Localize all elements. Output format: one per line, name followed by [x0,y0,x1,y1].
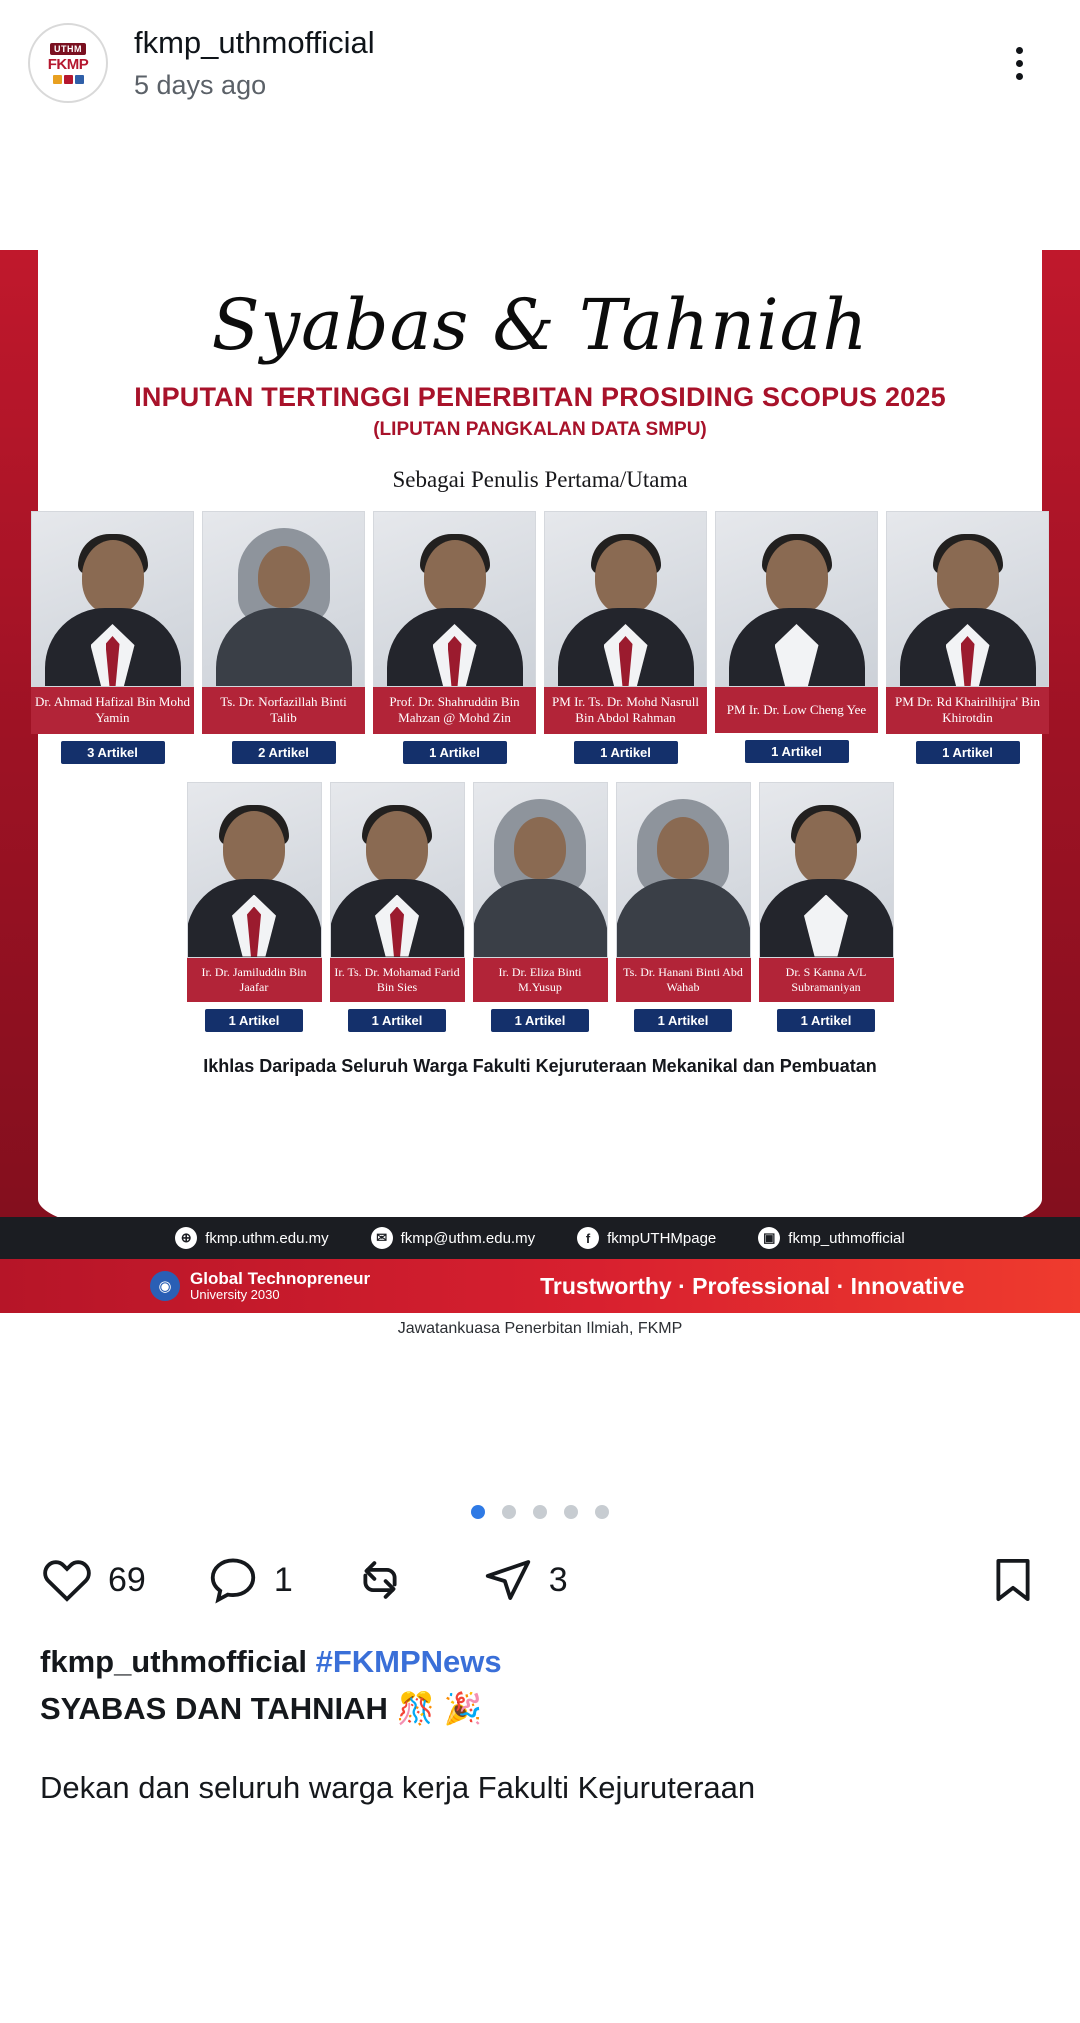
account-username[interactable]: fkmp_uthmofficial [134,25,375,61]
awardee-count: 1 Artikel [205,1009,303,1032]
awardee-name: Dr. S Kanna A/L Subramaniyan [759,958,894,1002]
awardee-name: Prof. Dr. Shahruddin Bin Mahzan @ Mohd Zin [373,687,536,734]
avatar-top-text: UTHM [50,43,86,55]
share-action[interactable] [481,1553,568,1607]
awardee-card [31,511,194,764]
header-text [134,25,992,101]
contact-website [175,1227,328,1249]
awardee-name: PM Ir. Ts. Dr. Mohd Nasrull Bin Abdol Rahman [544,687,707,734]
awardee-photo [330,782,465,958]
caption-line-1 [40,1641,1040,1684]
contact-text: fkmp@uthm.edu.my [400,1229,536,1247]
carousel-dot-4[interactable] [564,1505,578,1519]
awardee-name: Ir. Ts. Dr. Mohamad Farid Bin Sies [330,958,465,1002]
awardee-card [330,782,465,1032]
awardee-photo [886,511,1049,687]
globe-brand-icon: ◉ [150,1271,180,1301]
instagram-icon: ▣ [758,1227,780,1249]
contact-email [371,1227,535,1249]
repost-icon[interactable] [353,1553,407,1607]
awardee-name: PM Ir. Dr. Low Cheng Yee [715,687,878,733]
heart-icon[interactable] [40,1553,94,1607]
awardee-photo [616,782,751,958]
more-options-icon[interactable] [992,36,1046,90]
comment-count: 1 [273,1560,293,1599]
awardee-card [759,782,894,1032]
caption-body: Dekan dan seluruh warga kerja Fakulti Kejuruteraan [40,1769,756,1805]
globe-icon: ⊕ [175,1227,197,1249]
carousel-dot-3[interactable] [533,1505,547,1519]
awardee-photo [473,782,608,958]
awardee-card [373,511,536,764]
avatar-colors [53,75,84,84]
mail-icon: ✉ [371,1227,393,1249]
contact-text: fkmpUTHMpage [607,1229,717,1247]
awardee-row-1 [35,511,1042,764]
contact-text: fkmp.uthm.edu.my [205,1229,329,1247]
awardee-photo [759,782,894,958]
like-action[interactable] [40,1553,146,1607]
brand-logo [150,1270,370,1301]
poster-content [35,268,1042,1077]
contact-instagram [758,1227,904,1249]
awardee-card [886,511,1049,764]
awardee-count: 1 Artikel [491,1009,589,1032]
caption-line-2: SYABAS DAN TAHNIAH 🎊 🎉 [40,1690,483,1726]
avatar[interactable] [28,23,108,103]
share-count: 3 [548,1560,568,1599]
poster-contact-bar [0,1217,1080,1259]
awardee-card [202,511,365,764]
contact-facebook [577,1227,716,1249]
poster-closing-text: Ikhlas Daripada Seluruh Warga Fakulti Kejuruteraan Mekanikal dan Pembuatan [203,1055,877,1076]
carousel-dots [0,1505,1080,1519]
poster-image [0,250,1080,1345]
awardee-card [616,782,751,1032]
awardee-name: Ts. Dr. Norfazillah Binti Talib [202,687,365,734]
awardee-count: 1 Artikel [634,1009,732,1032]
awardee-count: 1 Artikel [745,740,849,763]
share-icon[interactable] [481,1553,535,1607]
bookmark-icon[interactable] [986,1553,1040,1607]
post-timestamp: 5 days ago [134,69,267,100]
awardee-photo [31,511,194,687]
carousel-dot-1[interactable] [471,1505,485,1519]
caption-block [0,1607,1080,1809]
like-count: 69 [108,1560,146,1599]
action-bar [0,1519,1080,1607]
awardee-count: 1 Artikel [574,741,678,764]
brand-title: Global Technopreneur [190,1269,371,1289]
awardee-photo [715,511,878,687]
awardee-card [544,511,707,764]
save-action[interactable] [986,1553,1040,1607]
carousel-dot-2[interactable] [502,1505,516,1519]
awardee-card [715,511,878,764]
awardee-row-2 [38,782,1042,1032]
caption-hashtag[interactable]: #FKMPNews [315,1644,502,1679]
awardee-count: 1 Artikel [777,1009,875,1032]
awardee-name: PM Dr. Rd Khairilhijra' Bin Khirotdin [886,687,1049,734]
awardee-name: Dr. Ahmad Hafizal Bin Mohd Yamin [31,687,194,734]
comment-icon[interactable] [206,1553,260,1607]
awardee-count: 1 Artikel [916,741,1020,764]
post-media[interactable] [0,250,1080,1345]
comment-action[interactable] [206,1553,293,1607]
brand-motto: Trustworthy · Professional · Innovative [540,1272,965,1299]
awardee-photo [373,511,536,687]
awardee-count: 2 Artikel [232,741,336,764]
poster-brand-bar [0,1259,1080,1313]
caption-username[interactable]: fkmp_uthmofficial [40,1644,307,1679]
awardee-count: 3 Artikel [61,741,165,764]
poster-subheadline: (LIPUTAN PANGKALAN DATA SMPU) [373,419,707,440]
facebook-icon: f [577,1227,599,1249]
awardee-photo [202,511,365,687]
carousel-dot-5[interactable] [595,1505,609,1519]
post-header [0,0,1080,120]
awardee-count: 1 Artikel [403,741,507,764]
awardee-card [473,782,608,1032]
awardee-card [187,782,322,1032]
repost-action[interactable] [353,1553,421,1607]
awardee-photo [544,511,707,687]
poster-headline: INPUTAN TERTINGGI PENERBITAN PROSIDING SCOPUS 2025 [134,382,946,412]
poster-script-title: Syabas & Tahniah [211,284,869,366]
awardee-name: Ts. Dr. Hanani Binti Abd Wahab [616,958,751,1002]
awardee-photo [187,782,322,958]
avatar-mid-text: FKMP [47,55,89,73]
awardee-count: 1 Artikel [348,1009,446,1032]
awardee-name: Ir. Dr. Eliza Binti M.Yusup [473,958,608,1002]
brand-subtitle: University 2030 [190,1287,280,1303]
contact-text: fkmp_uthmofficial [788,1229,905,1247]
poster-role-line: Sebagai Penulis Pertama/Utama [392,467,688,492]
poster-committee: Jawatankuasa Penerbitan Ilmiah, FKMP [0,1313,1080,1345]
awardee-name: Ir. Dr. Jamiluddin Bin Jaafar [187,958,322,1002]
